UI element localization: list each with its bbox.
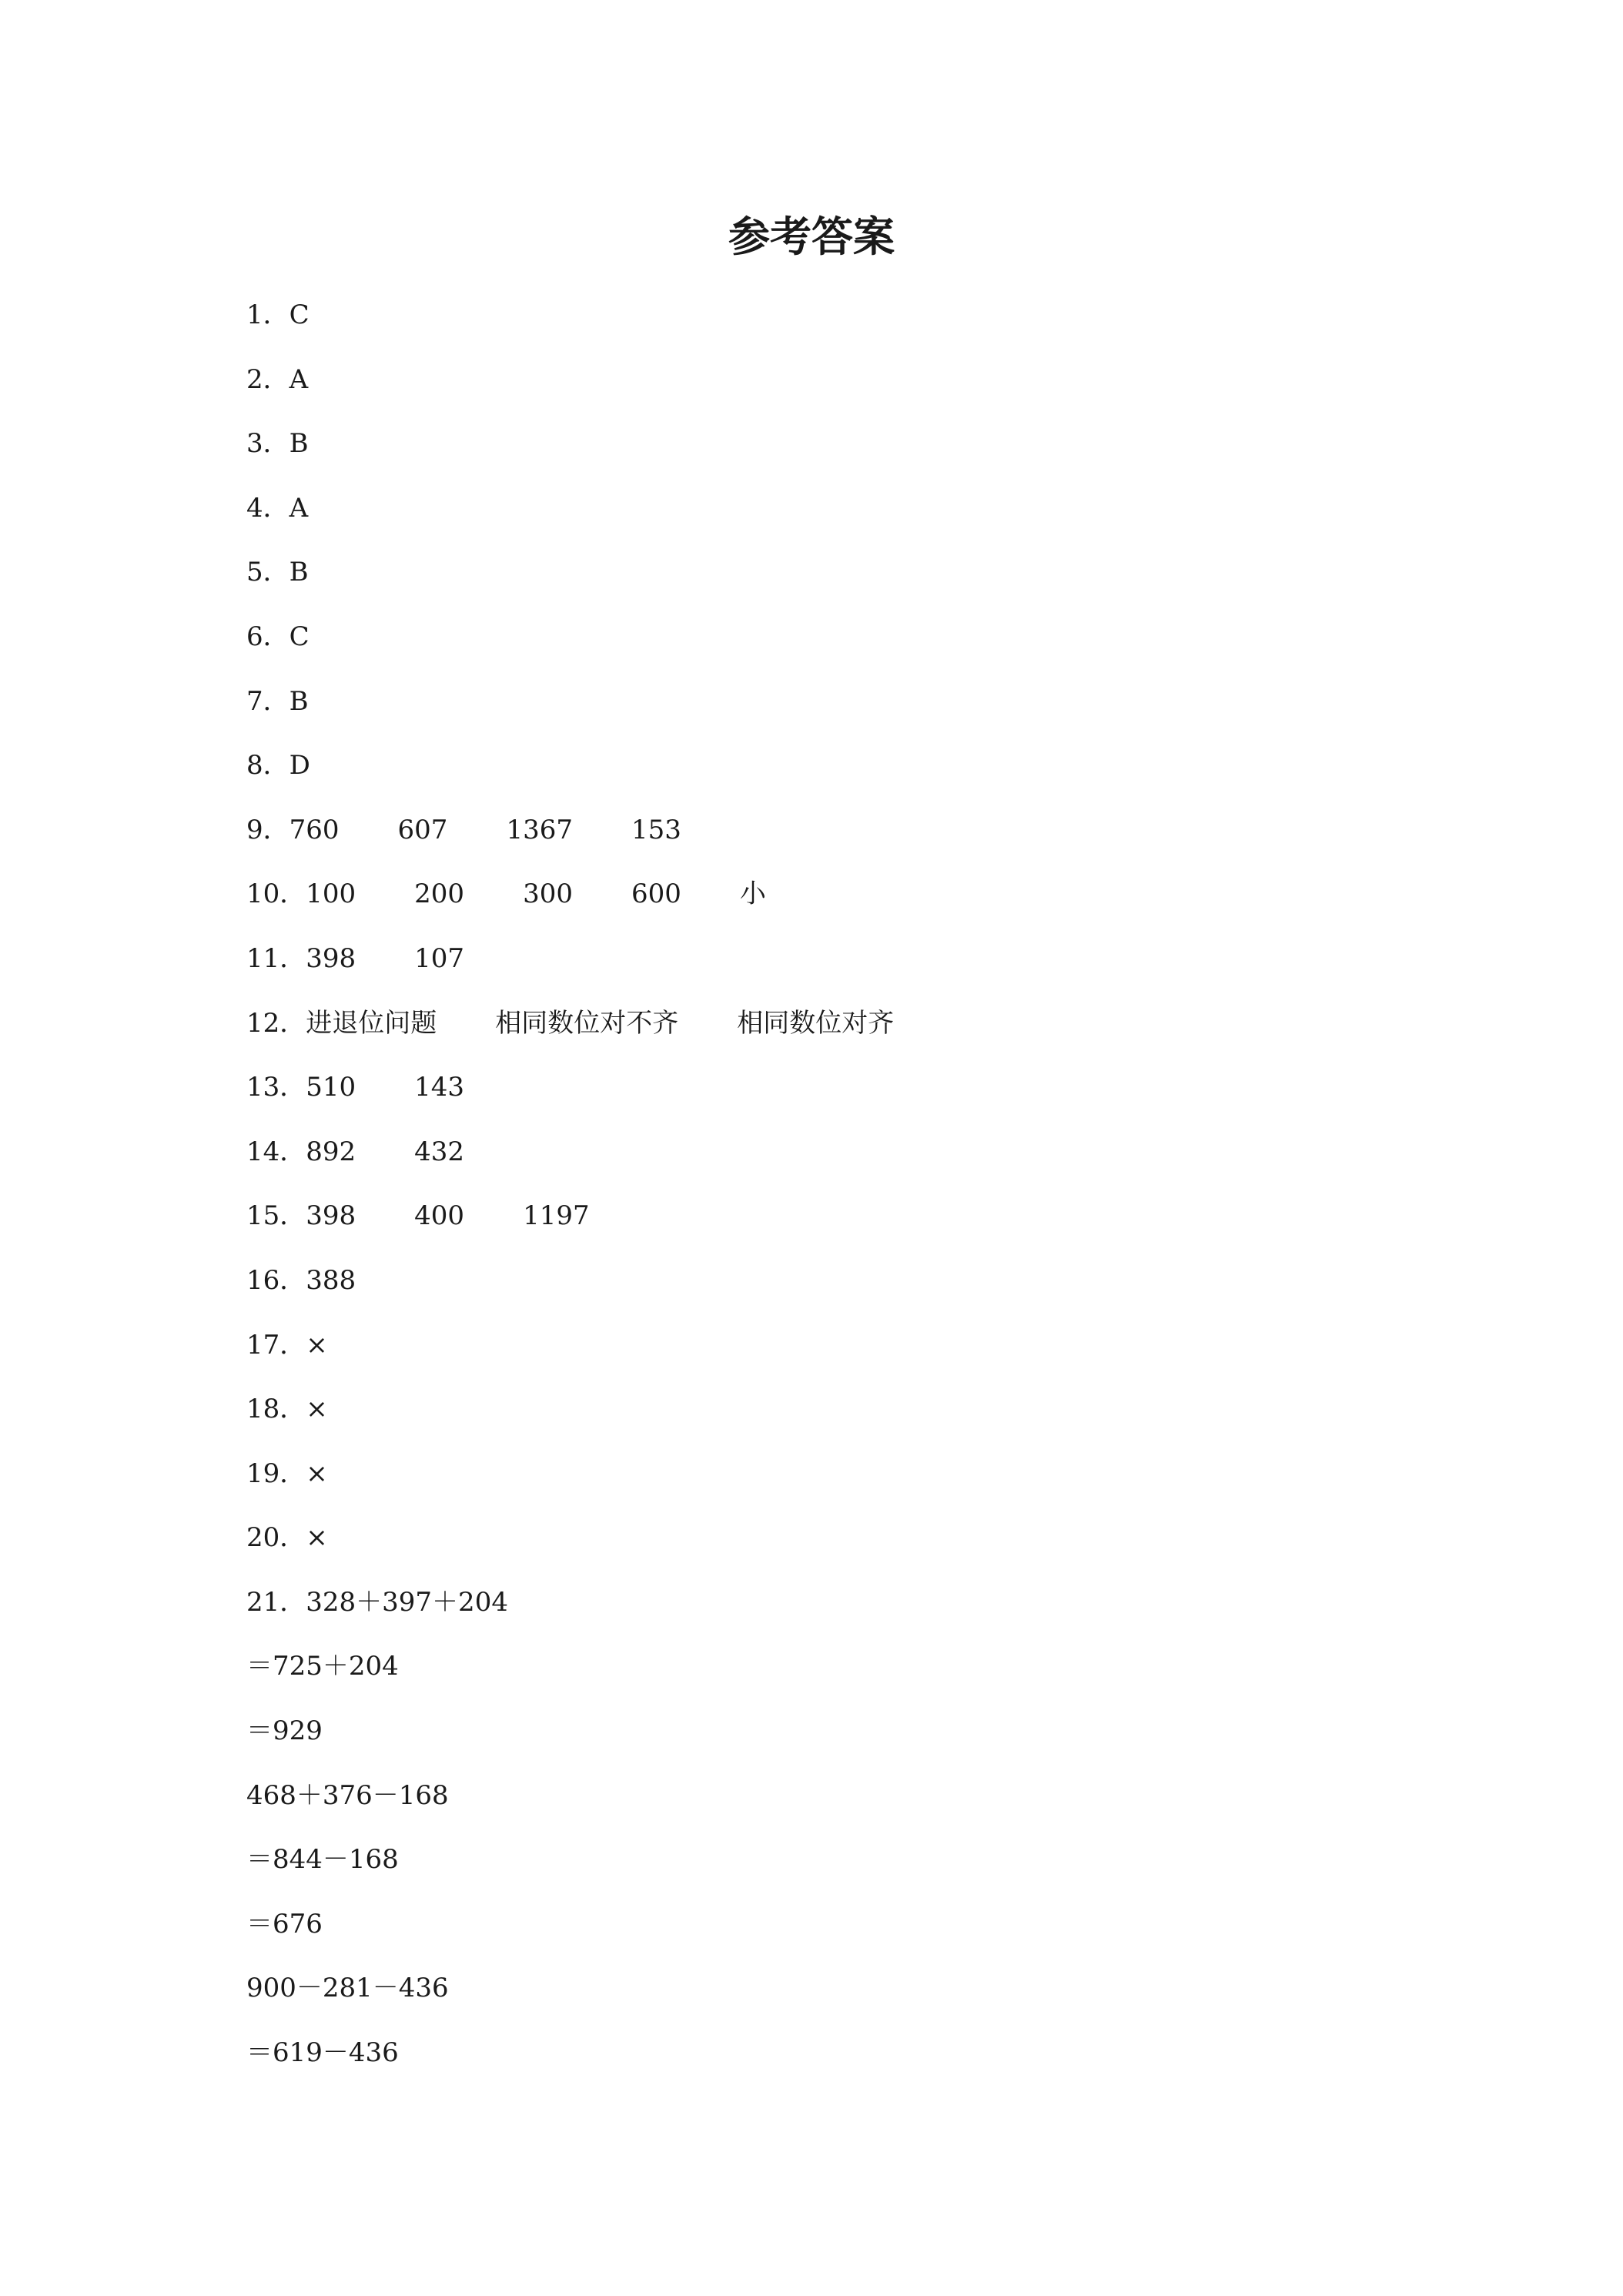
answer-value: 143 xyxy=(414,1072,465,1103)
answer-number: 14． xyxy=(246,1136,306,1167)
answer-line xyxy=(246,1836,894,1901)
answer-value: ＝844－168 xyxy=(246,1844,399,1876)
answer-value: 153 xyxy=(631,814,681,845)
answer-number: 5． xyxy=(246,557,289,588)
answer-line xyxy=(246,1965,894,2030)
answer-line xyxy=(246,1514,894,1579)
answer-value: 328＋397＋204 xyxy=(306,1586,508,1618)
answer-value: ＝725＋204 xyxy=(246,1651,399,1682)
answer-value: 400 xyxy=(414,1200,465,1232)
answer-number: 4． xyxy=(246,492,289,524)
answer-line xyxy=(246,871,894,935)
answer-value: B xyxy=(289,428,309,460)
answer-value: × xyxy=(306,1394,328,1425)
answer-number: 16． xyxy=(246,1264,306,1296)
answer-number: 18． xyxy=(246,1394,306,1425)
answer-value: 107 xyxy=(414,942,465,974)
answer-line xyxy=(246,1064,894,1129)
answer-line xyxy=(246,1322,894,1387)
answer-value: D xyxy=(289,750,310,782)
answer-number: 2． xyxy=(246,363,289,395)
answer-number: 11． xyxy=(246,942,306,974)
answer-line xyxy=(246,2030,894,2094)
answer-value: 200 xyxy=(414,879,465,910)
answer-line xyxy=(246,1000,894,1065)
answer-number: 3． xyxy=(246,428,289,460)
answer-number: 12． xyxy=(246,1007,306,1039)
answer-line xyxy=(246,1257,894,1322)
answer-value: 398 xyxy=(306,942,356,974)
answer-number: 17． xyxy=(246,1329,306,1361)
answer-line xyxy=(246,292,894,356)
answer-line xyxy=(246,1708,894,1772)
answer-value: 1197 xyxy=(523,1200,590,1232)
answer-value: 600 xyxy=(631,879,681,910)
answer-line xyxy=(246,485,894,550)
answer-number: 1． xyxy=(246,300,289,330)
answer-number: 19． xyxy=(246,1458,306,1489)
answer-number: 8． xyxy=(246,750,289,782)
answer-line xyxy=(246,1579,894,1644)
answer-line xyxy=(246,1386,894,1451)
answer-value: C xyxy=(289,300,310,330)
answer-line xyxy=(246,1643,894,1708)
answer-value: B xyxy=(289,685,309,717)
answer-value: 468＋376－168 xyxy=(246,1779,449,1811)
answer-number: 9． xyxy=(246,814,289,845)
answer-line xyxy=(246,1193,894,1257)
answer-line xyxy=(246,614,894,678)
answer-value: A xyxy=(289,363,309,395)
answer-value: 100 xyxy=(306,879,356,910)
answer-line xyxy=(246,1451,894,1515)
answer-value: 510 xyxy=(306,1072,356,1103)
answer-value: 760 xyxy=(289,814,340,845)
answer-value: ＝619－436 xyxy=(246,2037,399,2069)
answer-value: 相同数位对齐 xyxy=(737,1007,895,1039)
answer-line xyxy=(246,420,894,485)
answer-line xyxy=(246,807,894,872)
answer-value: B xyxy=(289,557,309,588)
answer-number: 15． xyxy=(246,1200,306,1232)
page-title: 参考答案 xyxy=(728,213,895,261)
answer-value: 892 xyxy=(306,1136,356,1167)
answer-line xyxy=(246,678,894,743)
answer-value: 607 xyxy=(397,814,448,845)
answer-value: 相同数位对不齐 xyxy=(495,1007,679,1039)
answer-value: 432 xyxy=(414,1136,465,1167)
answer-line xyxy=(246,1772,894,1837)
answer-line xyxy=(246,1901,894,1966)
answer-line xyxy=(246,742,894,807)
answer-value: ＝676 xyxy=(246,1908,323,1940)
answer-value: 1367 xyxy=(506,814,573,845)
answer-value: × xyxy=(306,1458,328,1489)
answer-value: × xyxy=(306,1522,328,1554)
answer-value: 300 xyxy=(523,879,573,910)
answer-number: 10． xyxy=(246,879,306,910)
answer-value: 小 xyxy=(739,879,766,910)
answer-value: A xyxy=(289,492,309,524)
answer-value: 398 xyxy=(306,1200,356,1232)
answer-number: 20． xyxy=(246,1522,306,1554)
answer-value: C xyxy=(289,621,310,652)
answer-number: 13． xyxy=(246,1072,306,1103)
answer-value: 进退位问题 xyxy=(306,1007,437,1039)
answer-line xyxy=(246,1129,894,1193)
answer-value: × xyxy=(306,1329,328,1361)
answer-number: 6． xyxy=(246,621,289,652)
answer-value: 900－281－436 xyxy=(246,1973,449,2004)
answer-value: ＝929 xyxy=(246,1715,323,1747)
answer-number: 7． xyxy=(246,685,289,717)
answer-line xyxy=(246,935,894,1000)
answer-line xyxy=(246,356,894,421)
answer-list xyxy=(246,292,894,2094)
answer-value: 388 xyxy=(306,1264,356,1296)
answer-number: 21． xyxy=(246,1586,306,1618)
answer-line xyxy=(246,549,894,614)
